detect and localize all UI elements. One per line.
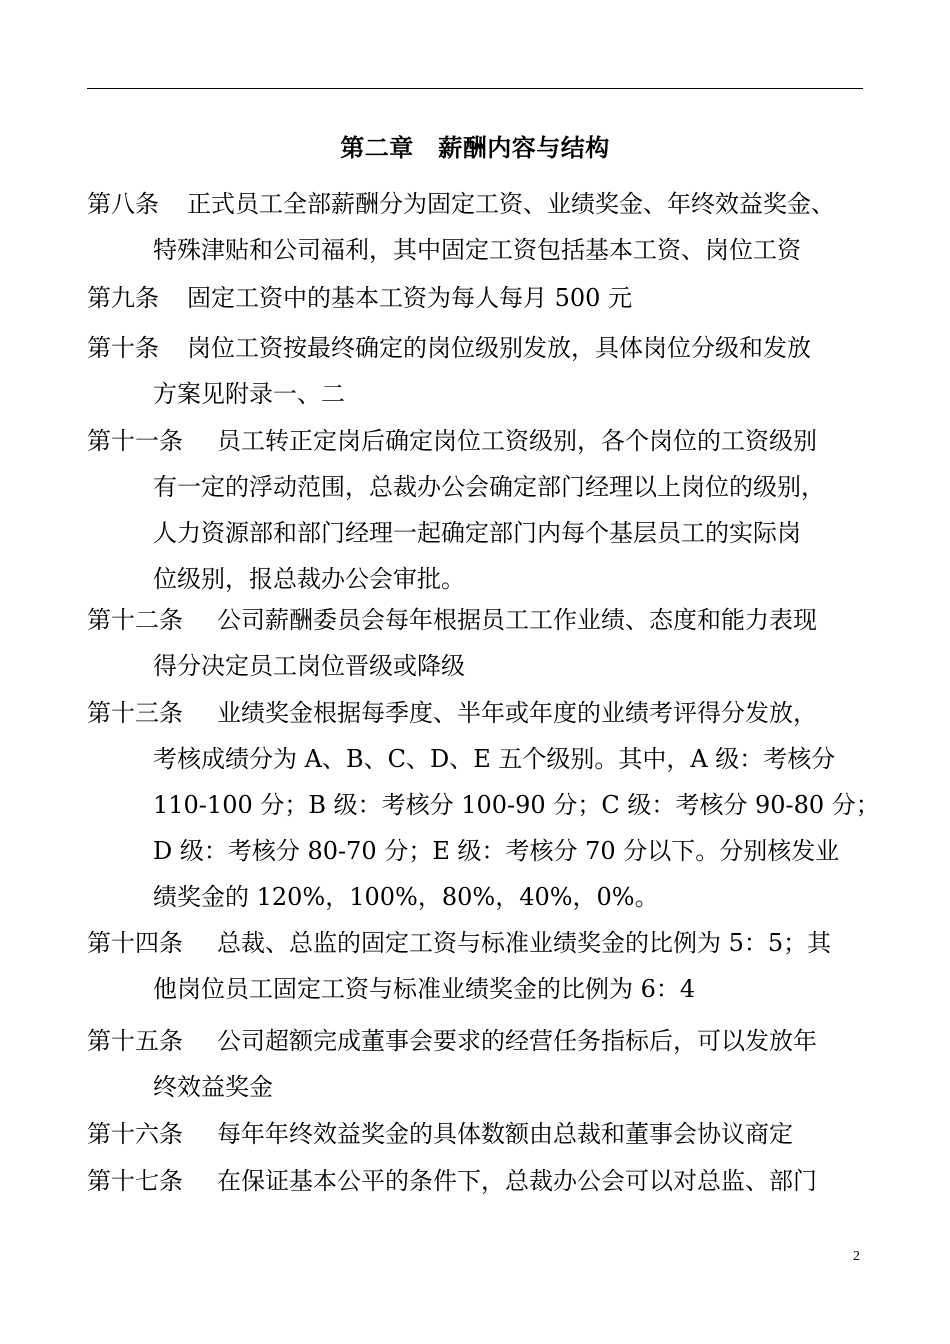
article-label: 第十一条 [87, 427, 183, 455]
article-label: 第九条 [87, 284, 159, 312]
page-number: 2 [853, 1249, 860, 1264]
article-text: 位级别，报总裁办公会审批。 [153, 565, 465, 593]
article-first-line [87, 325, 867, 371]
article-label: 第十五条 [87, 1027, 183, 1055]
article-label: 第八条 [87, 190, 159, 218]
article-label: 第十条 [87, 334, 159, 362]
article-first-line [87, 1111, 867, 1157]
article-first-line [87, 1018, 867, 1064]
article-text: 岗位工资按最终确定的岗位级别发放，具体岗位分级和发放 [187, 334, 811, 362]
article-text: 总裁、总监的固定工资与标准业绩奖金的比例为 5：5；其 [217, 929, 832, 957]
article-12 [87, 597, 867, 689]
article-first-line [87, 181, 867, 227]
article-text: 正式员工全部薪酬分为固定工资、业绩奖金、年终效益奖金、 [187, 190, 835, 218]
article-15 [87, 1018, 867, 1110]
article-label: 第十三条 [87, 699, 183, 727]
article-14 [87, 920, 867, 1012]
article-label: 第十六条 [87, 1120, 183, 1148]
article-text: 在保证基本公平的条件下，总裁办公会可以对总监、部门 [217, 1167, 817, 1195]
article-text: 固定工资中的基本工资为每人每月 500 元 [187, 284, 633, 312]
article-first-line [87, 275, 867, 321]
article-first-line [87, 920, 867, 966]
article-label: 第十四条 [87, 929, 183, 957]
article-text: 他岗位员工固定工资与标准业绩奖金的比例为 6：4 [153, 975, 696, 1003]
article-text: 绩奖金的 120%，100%，80%，40%，0%。 [153, 883, 659, 911]
article-17 [87, 1158, 867, 1204]
header-rule [87, 88, 863, 89]
article-text: 方案见附录一、二 [153, 380, 345, 408]
article-first-line [87, 1158, 867, 1204]
article-first-line [87, 597, 867, 643]
article-text: 110-100 分；B 级：考核分 100-90 分；C 级：考核分 90-80 分； [153, 791, 880, 819]
article-text: 员工转正定岗后确定岗位工资级别，各个岗位的工资级别 [217, 427, 817, 455]
article-text: 终效益奖金 [153, 1073, 273, 1101]
article-text: 人力资源部和部门经理一起确定部门内每个基层员工的实际岗 [153, 519, 801, 547]
article-first-line [87, 418, 867, 464]
article-label: 第十七条 [87, 1167, 183, 1195]
article-text: 业绩奖金根据每季度、半年或年度的业绩考评得分发放， [217, 699, 817, 727]
article-text: 特殊津贴和公司福利，其中固定工资包括基本工资、岗位工资 [153, 236, 801, 264]
article-16 [87, 1111, 867, 1157]
article-first-line [87, 690, 867, 736]
article-9 [87, 275, 867, 321]
article-8 [87, 181, 867, 273]
article-11 [87, 418, 867, 602]
article-text: 考核成绩分为 A、B、C、D、E 五个级别。其中，A 级：考核分 [153, 745, 836, 773]
article-text: D 级：考核分 80-70 分；E 级：考核分 70 分以下。分别核发业 [153, 837, 840, 865]
chapter-title: 第二章 薪酬内容与结构 [340, 133, 610, 162]
article-label: 第十二条 [87, 606, 183, 634]
article-text: 得分决定员工岗位晋级或降级 [153, 652, 465, 680]
article-text: 有一定的浮动范围，总裁办公会确定部门经理以上岗位的级别， [153, 473, 825, 501]
article-text: 每年年终效益奖金的具体数额由总裁和董事会协议商定 [217, 1120, 793, 1148]
article-10 [87, 325, 867, 417]
article-13 [87, 690, 880, 920]
article-text: 公司薪酬委员会每年根据员工工作业绩、态度和能力表现 [217, 606, 817, 634]
article-text: 公司超额完成董事会要求的经营任务指标后，可以发放年 [217, 1027, 817, 1055]
